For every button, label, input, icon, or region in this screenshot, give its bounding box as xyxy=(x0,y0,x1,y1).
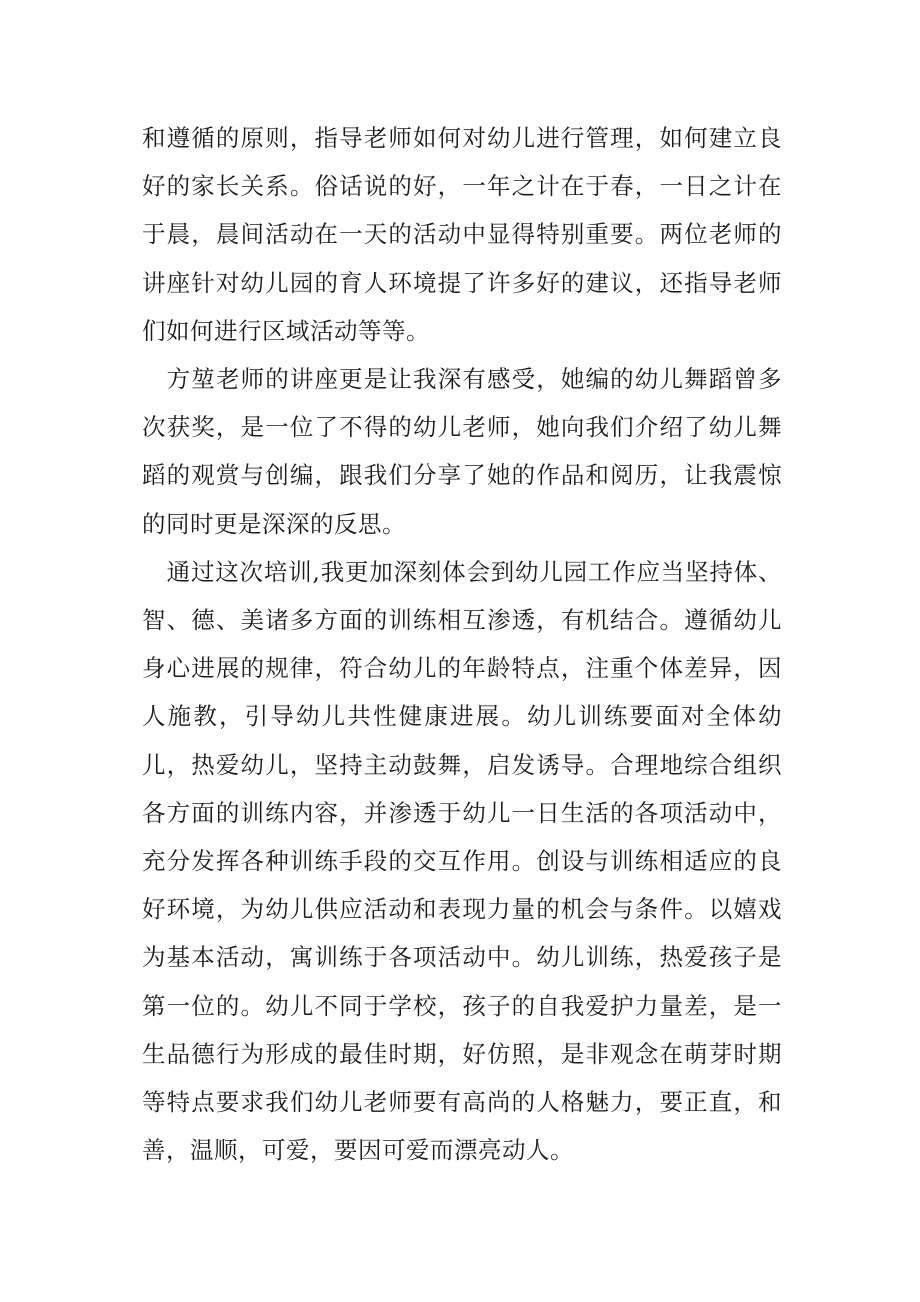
document-body xyxy=(142,114,782,1174)
paragraph-continuation: 和遵循的原则，指导老师如何对幼儿进行管理，如何建立良好的家长关系。俗话说的好，一年之计在于春，一日之计在于晨，晨间活动在一天的活动中显得特别重要。两位老师的讲座针对幼儿园的育人环境提了许多好的建议，还指导老师们如何进行区域活动等等。 xyxy=(142,124,782,345)
paragraph-training-reflection: 通过这次培训,我更加深刻体会到幼儿园工作应当坚持体、智、德、美诸多方面的训练相互渗透，有机结合。遵循幼儿身心进展的规律，符合幼儿的年龄特点，注重个体差异，因人施教，引导幼儿共性健康进展。幼儿训练要面对全体幼儿，热爱幼儿，坚持主动鼓舞，启发诱导。合理地综合组织各方面的训练内容，并渗透于幼儿一日生活的各项活动中，充分发挥各种训练手段的交互作用。创设与训练相适应的良好环境，为幼儿供应活动和表现力量的机会与条件。以嬉戏为基本活动，寓训练于各项活动中。幼儿训练，热爱孩子是第一位的。幼儿不同于学校，孩子的自我爱护力量差，是一生品德行为形成的最佳时期，好仿照，是非观念在萌芽时期等特点要求我们幼儿老师要有高尚的人格魅力，要正直，和善，温顺，可爱，要因可爱而漂亮动人。 xyxy=(142,557,782,1165)
paragraph-fang-kun-lecture: 方堃老师的讲座更是让我深有感受，她编的幼儿舞蹈曾多次获奖，是一位了不得的幼儿老师，她向我们介绍了幼儿舞蹈的观赏与创编，跟我们分享了她的作品和阅历，让我震惊的同时更是深深的反思。 xyxy=(142,365,782,538)
